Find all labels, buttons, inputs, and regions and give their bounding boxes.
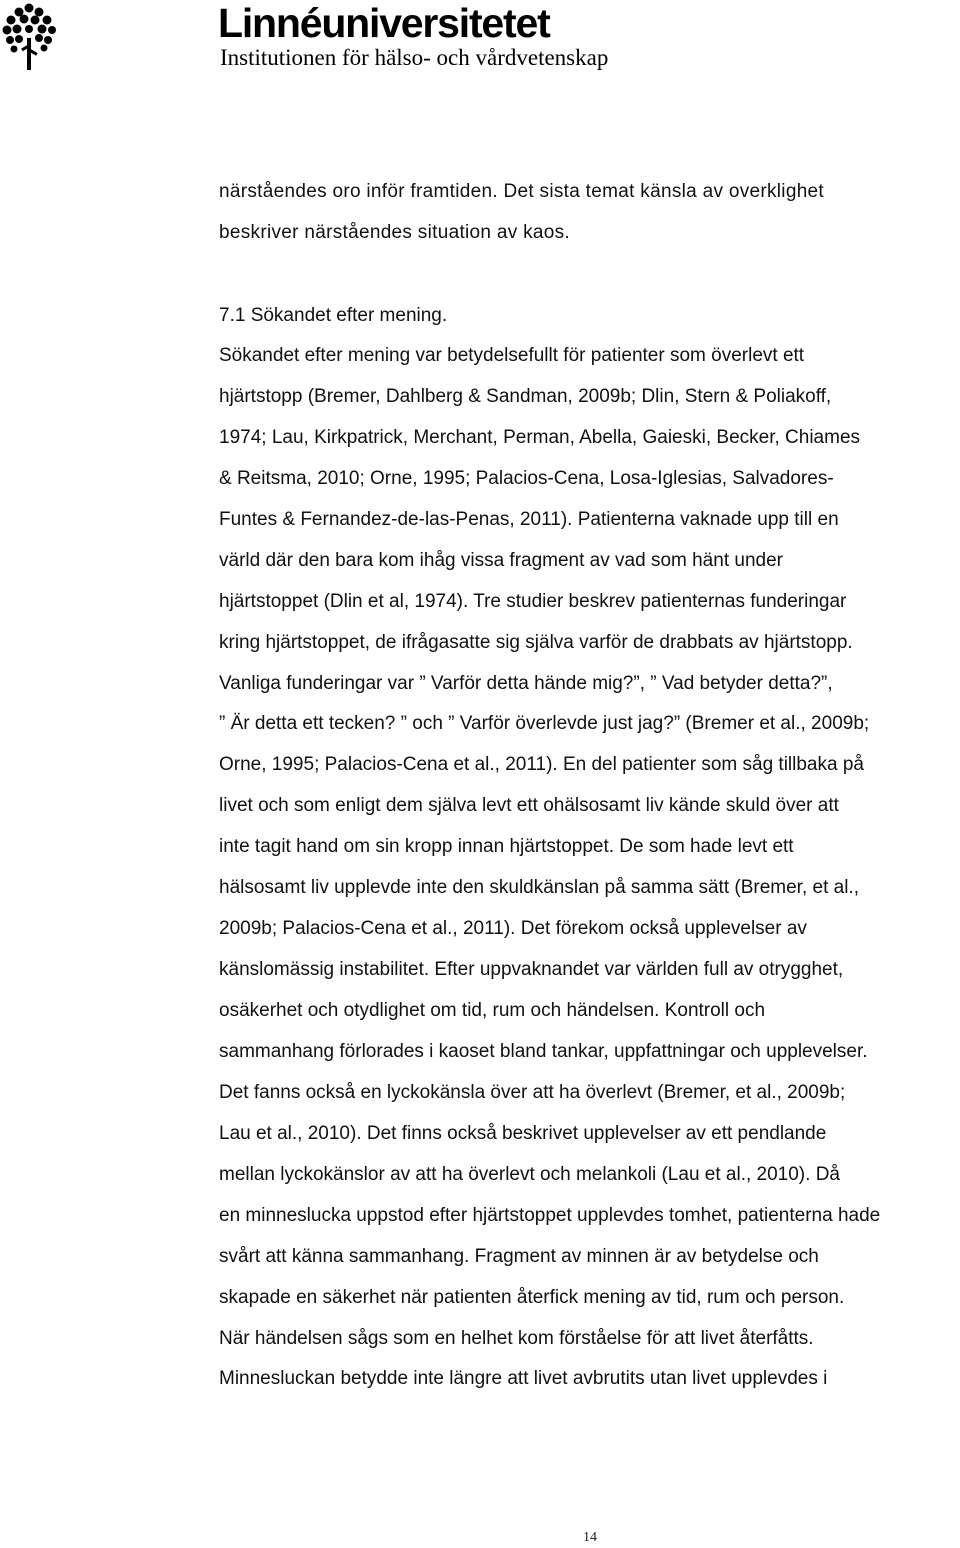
- body-line: hjärtstopp (Bremer, Dahlberg & Sandman, 2009b; Dlin, Stern & Poliakoff,: [219, 385, 832, 407]
- page-number: 14: [583, 1530, 597, 1545]
- body-line: livet och som enligt dem själva levt ett ohälsosamt liv kände skuld över att: [219, 795, 839, 817]
- body-line: hälsosamt liv upplevde inte den skuldkänslan på samma sätt (Bremer, et al.,: [219, 877, 859, 899]
- body-line: känslomässig instabilitet. Efter uppvaknandet var världen full av otrygghet,: [219, 959, 844, 981]
- body-line: Orne, 1995; Palacios-Cena et al., 2011). En del patienter som såg tillbaka på: [219, 754, 864, 776]
- body-line: Vanliga funderingar var ” Varför detta hände mig?”, ” Vad betyder detta?”,: [219, 672, 833, 694]
- body-line: & Reitsma, 2010; Orne, 1995; Palacios-Cena, Losa-Iglesias, Salvadores-: [219, 467, 834, 489]
- document-header: [0, 0, 960, 90]
- body-line: hjärtstoppet (Dlin et al, 1974). Tre studier beskrev patienternas funderingar: [219, 590, 847, 612]
- tree-logo-icon: [2, 2, 56, 70]
- body-line: ” Är detta ett tecken? ” och ” Varför överlevde just jag?” (Bremer et al., 2009b;: [219, 713, 870, 735]
- body-line: Minnesluckan betydde inte längre att livet avbrutits utan livet upplevdes i: [219, 1368, 828, 1390]
- body-paragraph: [219, 336, 959, 1400]
- intro-line: närståendes oro inför framtiden. Det sista temat känsla av overklighet: [219, 181, 825, 202]
- section-heading: 7.1 Sökandet efter mening.: [219, 305, 448, 326]
- body-line: en minneslucka uppstod efter hjärtstoppet upplevdes tomhet, patienterna hade: [219, 1204, 881, 1226]
- body-line: sammanhang förlorades i kaoset bland tankar, uppfattningar och upplevelser.: [219, 1040, 868, 1062]
- university-name: Linnéuniversitetet: [218, 0, 550, 46]
- body-line: 2009b; Palacios-Cena et al., 2011). Det förekom också upplevelser av: [219, 918, 807, 940]
- intro-line: beskriver närståendes situation av kaos.: [219, 221, 571, 243]
- body-line: värld där den bara kom ihåg vissa fragment av vad som hänt under: [219, 549, 783, 571]
- intro-paragraph: [219, 172, 824, 254]
- body-line: mellan lyckokänslor av att ha överlevt och melankoli (Lau et al., 2010). Då: [219, 1163, 840, 1185]
- body-line: Det fanns också en lyckokänsla över att ha överlevt (Bremer, et al., 2009b;: [219, 1081, 846, 1103]
- body-line: Funtes & Fernandez-de-las-Penas, 2011). Patienterna vaknade upp till en: [219, 508, 839, 530]
- body-line: kring hjärtstoppet, de ifrågasatte sig själva varför de drabbats av hjärtstopp.: [219, 631, 853, 653]
- department-name: Institutionen för hälso- och vårdvetenskap: [220, 45, 609, 70]
- body-line: skapade en säkerhet när patienten återfick mening av tid, rum och person.: [219, 1286, 845, 1308]
- body-line: Sökandet efter mening var betydelsefullt för patienter som överlevt ett: [219, 345, 805, 366]
- body-line: Lau et al., 2010). Det finns också beskrivet upplevelser av ett pendlande: [219, 1122, 827, 1144]
- body-line: När händelsen sågs som en helhet kom förståelse för att livet återfåtts.: [219, 1327, 814, 1349]
- body-line: osäkerhet och otydlighet om tid, rum och händelsen. Kontroll och: [219, 1000, 766, 1021]
- body-line: svårt att känna sammanhang. Fragment av minnen är av betydelse och: [219, 1245, 819, 1267]
- body-line: inte tagit hand om sin kropp innan hjärtstoppet. De som hade levt ett: [219, 836, 794, 858]
- body-line: 1974; Lau, Kirkpatrick, Merchant, Perman, Abella, Gaieski, Becker, Chiames: [219, 426, 861, 448]
